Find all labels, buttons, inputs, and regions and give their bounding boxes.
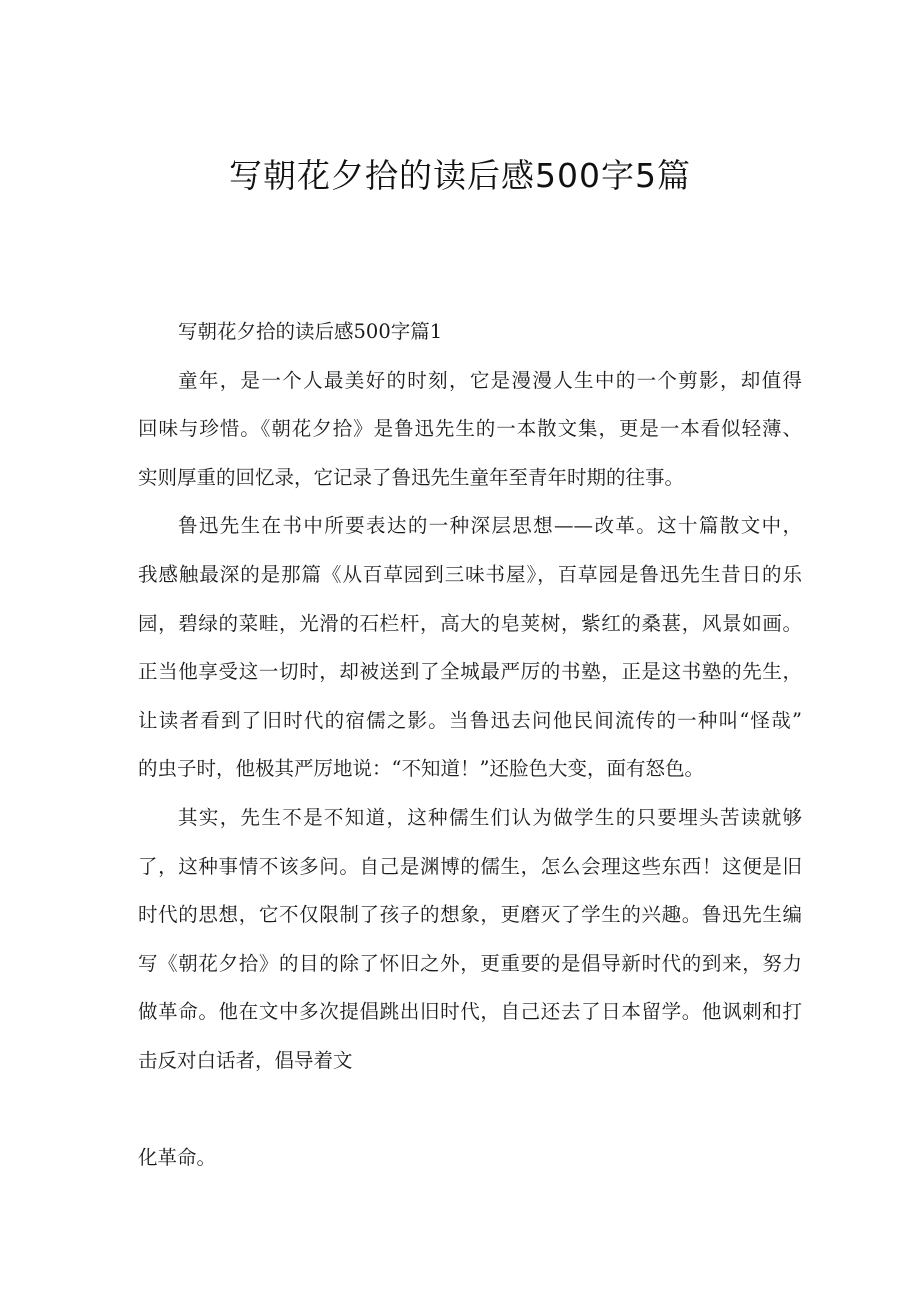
paragraph-2 <box>138 502 802 794</box>
document-body <box>138 308 802 1182</box>
section-heading: 写朝花夕拾的读后感500字篇1 <box>178 320 443 343</box>
paragraph-line: 做革命。他在文中多次提倡跳出旧时代，自己还去了日本留学。他讽刺和打 <box>138 1000 802 1024</box>
paragraph-line: 实则厚重的回忆录，它记录了鲁迅先生童年至青年时期的往事。 <box>138 465 685 489</box>
paragraph-line: 时代的思想，它不仅限制了孩子的想象，更磨灭了学生的兴趣。鲁迅先生编 <box>138 903 802 927</box>
paragraph-3 <box>138 794 802 1086</box>
paragraph-line: 让读者看到了旧时代的宿儒之影。当鲁迅去问他民间流传的一种叫“怪哉” <box>138 708 802 732</box>
paragraph-line: 我感触最深的是那篇《从百草园到三味书屋》，百草园是鲁迅先生昔日的乐 <box>138 562 802 586</box>
paragraph-line: 的虫子时，他极其严厉地说：“不知道！”还脸色大变，面有怒色。 <box>138 757 704 781</box>
paragraph-line: 正当他享受这一切时，却被送到了全城最严厉的书塾，正是这书塾的先生， <box>138 660 802 684</box>
paragraph-line: 其实，先生不是不知道，这种儒生们认为做学生的只要埋头苦读就够 <box>178 805 802 829</box>
paragraph-line: 童年，是一个人最美好的时刻，它是漫漫人生中的一个剪影，却值得 <box>178 368 802 392</box>
paragraph-line: 写《朝花夕拾》的目的除了怀旧之外，更重要的是倡导新时代的到来，努力 <box>138 951 802 975</box>
paragraph-line: 了，这种事情不该多问。自己是渊博的儒生，怎么会理这些东西！这便是旧 <box>138 854 802 878</box>
spacer <box>138 1086 802 1134</box>
paragraph-line: 园，碧绿的菜畦，光滑的石栏杆，高大的皂荚树，紫红的桑葚，风景如画。 <box>138 611 802 635</box>
paragraph-line: 鲁迅先生在书中所要表达的一种深层思想——改革。这十篇散文中， <box>178 514 802 538</box>
continuation-line: 化革命。 <box>138 1145 217 1169</box>
paragraph-line: 击反对白话者，倡导着文 <box>138 1048 353 1072</box>
document-title: 写朝花夕拾的读后感500字5篇 <box>229 156 691 195</box>
paragraph-line: 回味与珍惜。《朝花夕拾》是鲁迅先生的一本散文集，更是一本看似轻薄、 <box>138 417 802 441</box>
paragraph-1 <box>138 357 802 503</box>
